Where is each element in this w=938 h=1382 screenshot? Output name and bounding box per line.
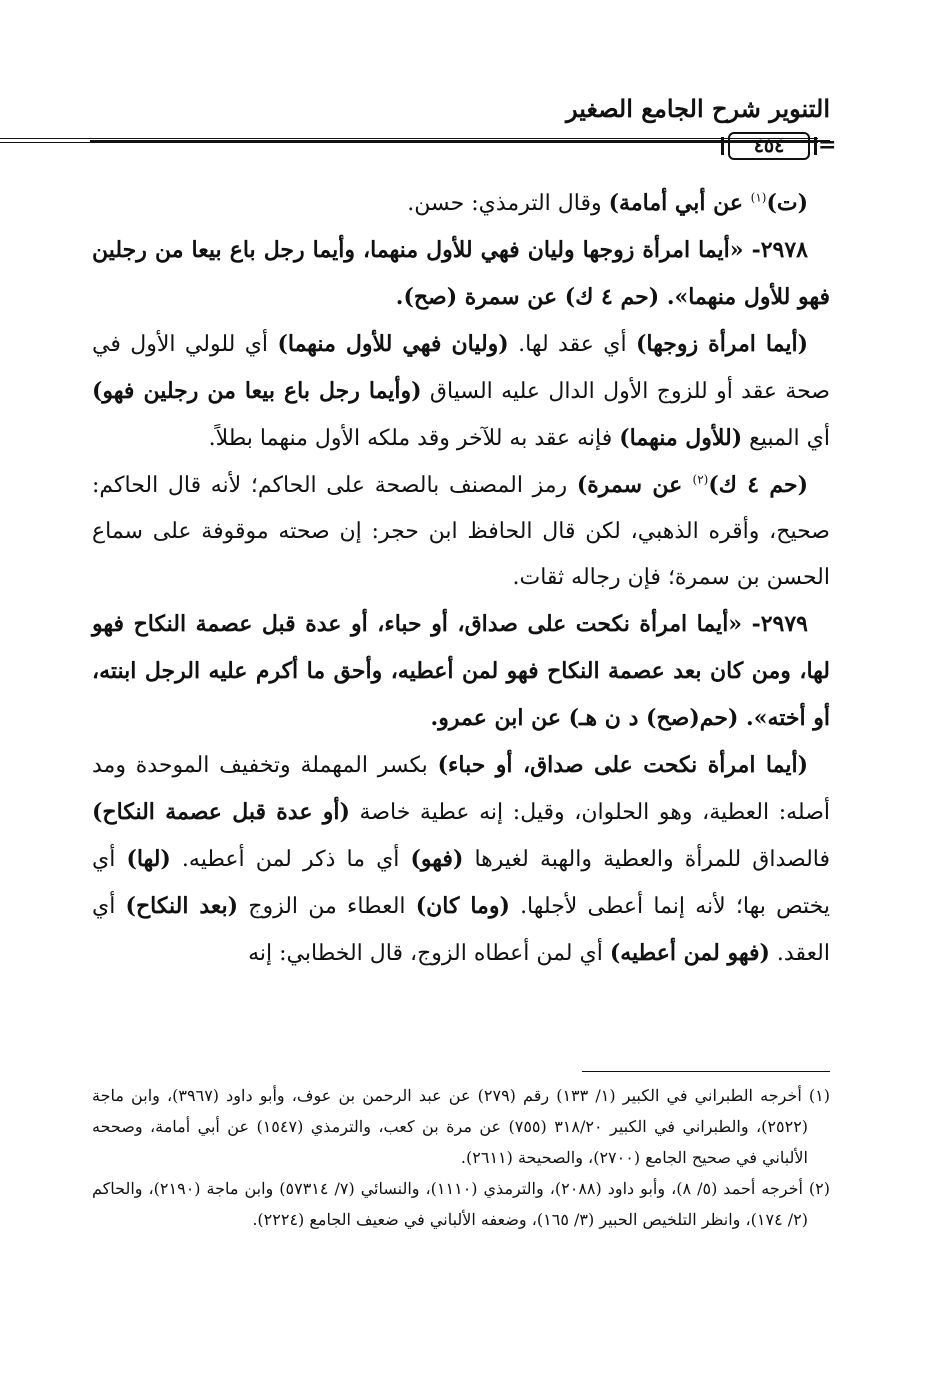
paragraph-4 (92, 462, 830, 601)
commentary-text: أي يختص بها؛ لأنه إنما أعطى لأجلها. (92, 847, 830, 919)
quote: (فهو لمن أعطيه) (609, 940, 770, 966)
commentary-text: أي للولي الأول في صحة عقد أو للزوج الأول الدال عليه السياق (92, 332, 830, 404)
commentary-text: أي عقد لها. (508, 332, 636, 357)
hadith-2979 (92, 601, 830, 742)
commentary-text: وقال الترمذي: حسن. (407, 191, 609, 216)
quote: (أيما امرأة زوجها) (636, 331, 808, 357)
rule-line-1 (0, 138, 818, 139)
commentary-text: أي المبيع (742, 426, 830, 451)
commentary-text: أي لمن أعطاه الزوج، قال الخطابي: إنه (248, 941, 610, 966)
commentary-text: رمز المصنف بالصحة على الحاكم؛ لأنه قال الحاكم: صحيح، وأقره الذهبي، لكن قال الحافظ ابن حجر: إن صحته موقوفة على سماع الحسن بن سمرة؛ فإن رجاله ثقات. (92, 473, 830, 590)
source-ref: (حم ٤ ك) (708, 472, 809, 498)
commentary-text: أي العقد. (92, 894, 830, 966)
quote: (وليان فهي للأول منهما) (277, 331, 509, 357)
page-number: ٤٥٤ (728, 132, 810, 160)
quote: (بعد النكاح) (125, 893, 239, 919)
hadith-text: ٢٩٧٨- «أيما امرأة زوجها وليان فهي للأول منهما، وأيما رجل باع بيعا من رجلين فهو للأول منهما». (حم ٤ ك) عن سمرة (صح). (92, 237, 830, 310)
main-text (92, 180, 830, 977)
commentary-text: فإنه عقد به للآخر وقد ملكه الأول منهما بطلاً. (208, 426, 620, 451)
quote: (فهو) (410, 846, 464, 872)
hadith-text: ٢٩٧٩- «أيما امرأة نكحت على صداق، أو حباء، أو عدة قبل عصمة النكاح فهو لها، ومن كان بعد عصمة النكاح فهو لمن أعطيه، وأحق ما أكرم عليه الرجل ابنته، أو أخته». (حم(صح) د ن هـ) عن ابن عمرو. (92, 611, 830, 731)
rule-line-2 (0, 142, 818, 143)
quote: (لها) (126, 846, 171, 872)
commentary-text: بكسر المهملة وتخفيف الموحدة ومد أصله: العطية، وهو الحلوان، وقيل: إنه عطية خاصة (92, 753, 831, 825)
narrator: عن أبي أمامة) (608, 190, 751, 216)
quote: (وأيما رجل باع بيعا من رجلين فهو) (92, 378, 422, 404)
paragraph-6 (92, 742, 830, 977)
quote: (وما كان) (415, 893, 510, 919)
quote: (أيما امرأة نكحت على صداق، أو حباء) (437, 752, 808, 778)
commentary-text: أي ما ذكر لمن أعطيه. (170, 847, 411, 872)
page-header (90, 92, 830, 172)
quote: (للأول منهما) (619, 425, 743, 451)
edge-mark: = (818, 132, 837, 158)
narrator: عن سمرة) (576, 472, 693, 498)
paragraph-3 (92, 321, 830, 462)
book-title: التنوير شرح الجامع الصغير (566, 94, 830, 123)
commentary-text: فالصداق للمرأة والعطية والهبة لغيرها (463, 847, 831, 872)
source-ref: (ت) (766, 190, 808, 216)
header-double-rule (0, 138, 818, 146)
footnote-ref-1[interactable]: (١) (750, 190, 767, 205)
footnotes (92, 1080, 830, 1235)
quote: (أو عدة قبل عصمة النكاح) (92, 799, 350, 825)
commentary-text: العطاء من الزوج (238, 894, 416, 919)
hadith-2978 (92, 227, 830, 321)
paragraph-1 (92, 180, 830, 227)
footnote-1: (١) أخرجه الطبراني في الكبير (١/ ١٣٣) رقم (٢٧٩) عن عبد الرحمن بن عوف، وأبو داود (٣٩٦٧)، وابن ماجة (٢٥٢٢)، والطبراني في الكبير ٣١٨/٢٠ (٧٥٥) عن مرة بن كعب، والترمذي (١٥٤٧) عن أبي أمامة، وصححه الألباني في صحيح الجامع (٢٧٠٠)، والصحيحة (٢٦١١). (92, 1086, 830, 1167)
footnote-separator (582, 1071, 830, 1072)
footnote-ref-2[interactable]: (٢) (692, 472, 709, 487)
footnote-2: (٢) أخرجه أحمد (٥/ ٨)، وأبو داود (٢٠٨٨)، والترمذي (١١١٠)، والنسائي (٧/ ٥٧٣١٤) وابن ماجة (٢١٩٠)، والحاكم (٢/ ١٧٤)، وانظر التلخيص الحبير (٣/ ١٦٥)، وضعفه الألباني في ضعيف الجامع (٢٢٢٤). (92, 1179, 831, 1229)
